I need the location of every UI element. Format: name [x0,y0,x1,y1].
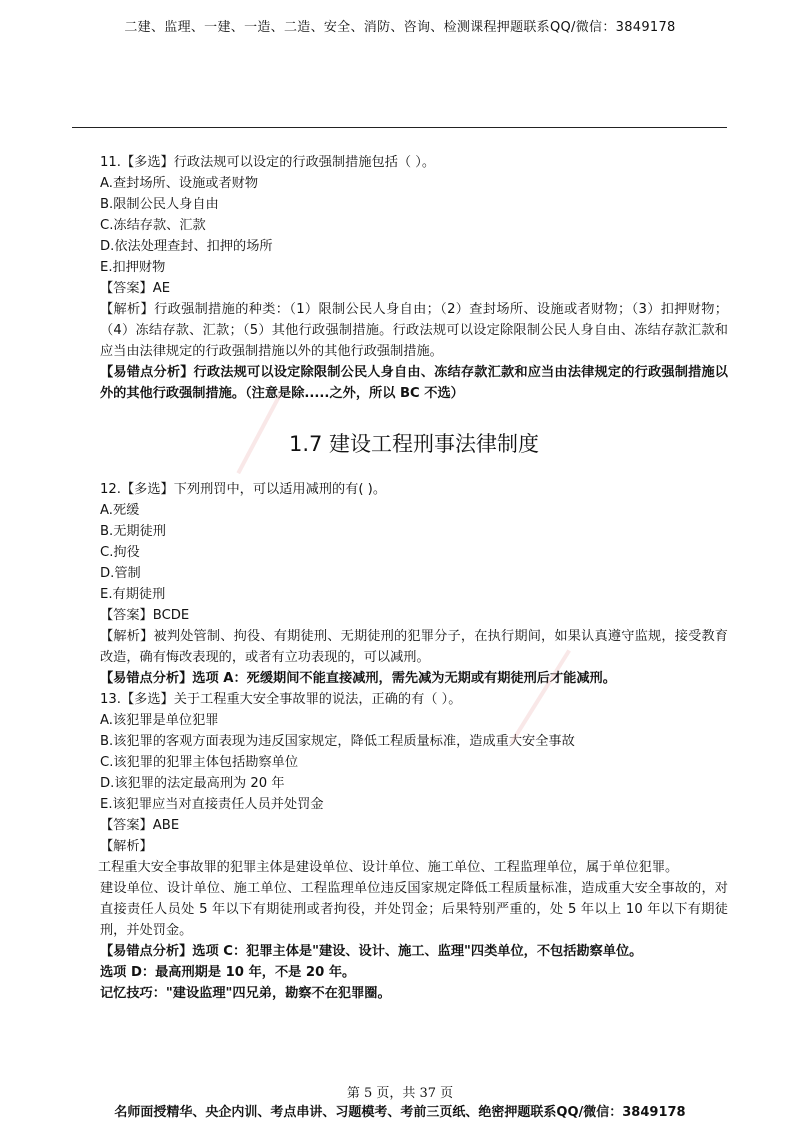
question-12-option-a: A.死缓 [100,503,140,518]
question-13-analysis-1: 工程重大安全事故罪的犯罪主体是建设单位、设计单位、施工单位、工程监理单位，属于单位犯罪。 [98,860,679,875]
question-12-option-b: B.无期徒刑 [100,524,166,539]
question-13-option-d: D.该犯罪的法定最高刑为 20 年 [100,776,285,791]
question-13-option-e: E.该犯罪应当对直接责任人员并处罚金 [100,797,324,812]
question-12-option-c: C.拘役 [100,545,140,560]
question-13-analysis-label: 【解析】 [100,839,153,854]
page-footer: 名师面授精华、央企内训、考点串讲、习题模考、考前三页纸、绝密押题联系QQ/微信：3849178 [114,1105,686,1120]
question-13-memory-tip: 记忆技巧："建设监理"四兄弟，勘察不在犯罪圈。 [100,986,391,1001]
question-13-error-point: 【易错点分析】选项 C：犯罪主体是"建设、设计、施工、监理"四类单位，不包括勘察单位。 [100,944,643,959]
question-11-option-d: D.依法处理查封、扣押的场所 [100,239,273,254]
question-13-error-point-d: 选项 D：最高刑期是 10 年，不是 20 年。 [100,965,356,980]
question-11-answer: 【答案】AE [100,281,171,296]
question-13-option-a: A.该犯罪是单位犯罪 [100,713,219,728]
question-13-analysis-2: 建设单位、设计单位、施工单位、工程监理单位违反国家规定降低工程质量标准，造成重大安全事故的，对直接责任人员处 5 年以下有期徒刑或者拘役，并处罚金；后果特别严重的，处 5 年以上 10 年以下有期徒刑，并处罚金。 [100,881,728,938]
page-header: 二建、监理、一建、一造、二造、安全、消防、咨询、检测课程押题联系QQ/微信：3849178 [124,20,676,35]
header-divider [72,127,727,128]
question-12-option-e: E.有期徒刑 [100,587,166,602]
question-11-option-e: E.扣押财物 [100,260,166,275]
question-11-error-point: 【易错点分析】行政法规可以设定除限制公民人身自由、冻结存款汇款和应当由法律规定的行政强制措施以外的其他行政强制措施。（注意是除.....之外，所以 BC 不选） [100,365,728,401]
question-13-answer: 【答案】ABE [100,818,180,833]
question-12-stem: 12.【多选】下列刑罚中，可以适用减刑的有( )。 [100,482,387,497]
question-12-option-d: D.管制 [100,566,141,581]
question-11-option-b: B.限制公民人身自由 [100,197,219,212]
document-body [100,152,728,1004]
question-13-stem: 13.【多选】关于工程重大安全事故罪的说法，正确的有（ ）。 [100,692,462,707]
question-11-option-c: C.冻结存款、汇款 [100,218,206,233]
question-12-answer: 【答案】BCDE [100,608,190,623]
question-11-analysis: 【解析】行政强制措施的种类：（1）限制公民人身自由；（2）查封场所、设施或者财物；（3）扣押财物；（4）冻结存款、汇款；（5）其他行政强制措施。行政法规可以设定除限制公民人身自由、冻结存款汇款和应当由法律规定的行政强制措施以外的其他行政强制措施。 [100,302,728,359]
question-11-option-a: A.查封场所、设施或者财物 [100,176,259,191]
question-12-error-point: 【易错点分析】选项 A：死缓期间不能直接减刑，需先减为无期或有期徒刑后才能减刑。 [100,671,616,686]
question-13-option-b: B.该犯罪的客观方面表现为违反国家规定，降低工程质量标准，造成重大安全事故 [100,734,575,749]
section-title: 1.7 建设工程刑事法律制度 [288,432,540,456]
question-12-analysis: 【解析】被判处管制、拘役、有期徒刑、无期徒刑的犯罪分子，在执行期间，如果认真遵守监规，接受教育改造，确有悔改表现的，或者有立功表现的，可以减刑。 [100,629,728,665]
page-indicator: 第 5 页，共 37 页 [346,1086,454,1101]
question-13-option-c: C.该犯罪的犯罪主体包括勘察单位 [100,755,299,770]
question-11-stem: 11.【多选】行政法规可以设定的行政强制措施包括（ ）。 [100,155,436,170]
